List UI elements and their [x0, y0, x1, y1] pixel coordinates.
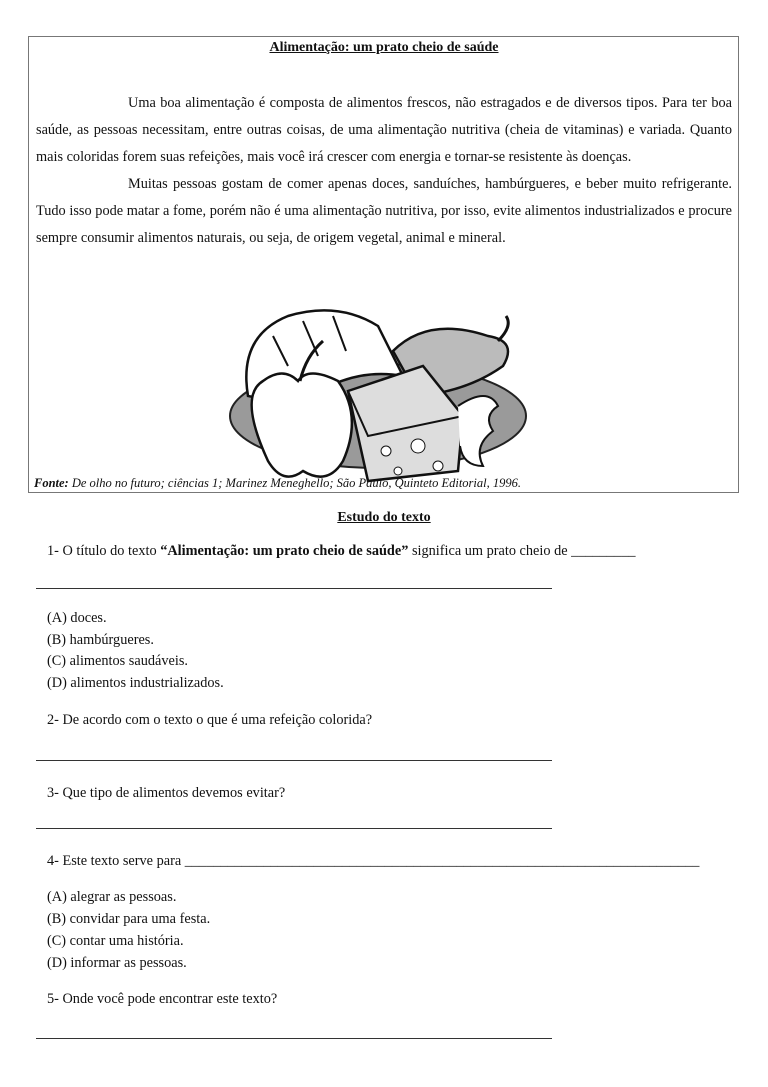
answer-line-3[interactable] — [36, 828, 552, 829]
paragraph-2: Muitas pessoas gostam de comer apenas doces, sanduíches, hambúrgueres, e beber muito refrigerante. Tudo isso pode matar a fome, porém não é uma alimentação nutritiva, por isso, evite alimentos industrializados e procure sempre consumir alimentos naturais, ou seja, de origem vegetal, animal e mineral. — [36, 176, 732, 246]
option-1b[interactable]: (B) hambúrgueres. — [47, 632, 154, 648]
question-4: 4- Este texto serve para ________________________________________________________________________ — [47, 853, 700, 869]
answer-line-1[interactable] — [36, 588, 552, 589]
study-heading: Estudo do texto — [337, 510, 431, 525]
answer-line-5[interactable] — [36, 1038, 552, 1039]
option-4a[interactable]: (A) alegrar as pessoas. — [47, 889, 177, 905]
source-citation — [34, 476, 521, 491]
text-body — [36, 90, 732, 252]
question-2: 2- De acordo com o texto o que é uma refeição colorida? — [47, 712, 373, 728]
question-1 — [47, 543, 636, 560]
question-1-quote: “Alimentação: um prato cheio de saúde” — [160, 543, 409, 559]
option-1d[interactable]: (D) alimentos industrializados. — [47, 675, 224, 691]
text-title: Alimentação: um prato cheio de saúde — [269, 40, 499, 55]
option-4c[interactable]: (C) contar uma história. — [47, 933, 184, 949]
question-1-suffix: significa um prato cheio de _________ — [408, 543, 636, 559]
source-text: De olho no futuro; ciências 1; Marinez Meneghello; São Paulo, Quinteto Editorial, 1996. — [68, 476, 521, 490]
option-1c[interactable]: (C) alimentos saudáveis. — [47, 653, 188, 669]
option-4d[interactable]: (D) informar as pessoas. — [47, 955, 187, 971]
question-3: 3- Que tipo de alimentos devemos evitar? — [47, 785, 286, 801]
source-label: Fonte: — [34, 476, 69, 490]
question-5: 5- Onde você pode encontrar este texto? — [47, 991, 278, 1007]
option-1a[interactable]: (A) doces. — [47, 610, 107, 626]
option-4b[interactable]: (B) convidar para uma festa. — [47, 911, 211, 927]
answer-line-2[interactable] — [36, 760, 552, 761]
food-illustration — [228, 296, 528, 488]
question-1-prefix: 1- O título do texto — [47, 543, 161, 559]
paragraph-1: Uma boa alimentação é composta de alimentos frescos, não estragados e de diversos tipos. Para ter boa saúde, as pessoas necessitam, entre outras coisas, de uma alimentação nutritiva (cheia de vitaminas) e variada. Quanto mais coloridas forem suas refeições, mais você irá crescer com energia e tornar-se resistente às doenças. — [36, 95, 732, 165]
